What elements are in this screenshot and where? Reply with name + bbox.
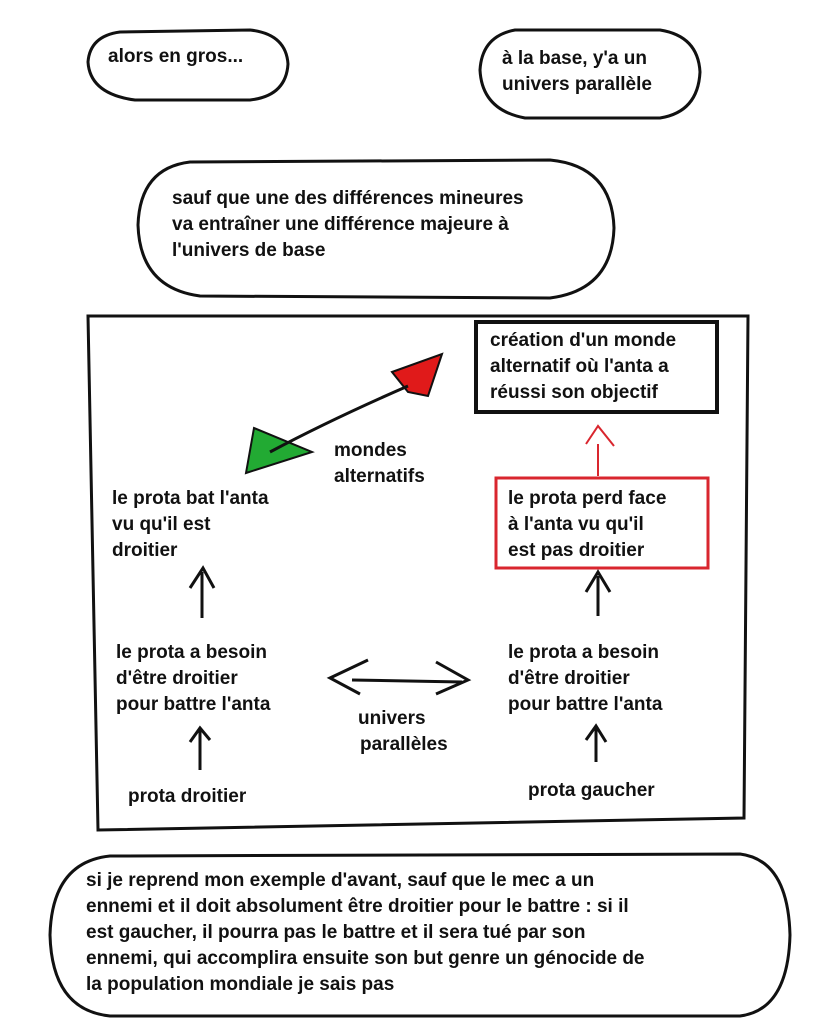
result-box-text bbox=[490, 328, 676, 406]
red-box-text bbox=[508, 486, 666, 564]
arrow-right-upper bbox=[586, 572, 610, 616]
line: alternatif où l'anta a bbox=[490, 356, 669, 377]
line: d'être droitier bbox=[508, 668, 630, 689]
arrow-red-up bbox=[586, 426, 614, 476]
line: ennemi, qui accomplira ensuite son but genre un génocide de bbox=[86, 948, 645, 969]
line: le prota bat l'anta bbox=[112, 488, 269, 509]
line: ennemi et il doit absolument être droitier pour le battre : si il bbox=[86, 896, 629, 917]
line: pour battre l'anta bbox=[116, 694, 271, 715]
line: va entraîner une différence majeure à bbox=[172, 214, 509, 235]
line: d'être droitier bbox=[116, 668, 238, 689]
bubble-middle-text bbox=[172, 186, 524, 264]
line: le prota a besoin bbox=[116, 642, 267, 663]
arrow-left-upper bbox=[190, 568, 214, 618]
alt-worlds-label bbox=[334, 438, 425, 490]
right-middle-text bbox=[508, 640, 662, 718]
left-top-text bbox=[112, 486, 269, 564]
bubble-top-right-text bbox=[502, 46, 652, 98]
line: univers parallèle bbox=[502, 74, 652, 95]
line: création d'un monde bbox=[490, 330, 677, 351]
parallel-label bbox=[358, 706, 448, 758]
line: sauf que une des différences mineures bbox=[172, 188, 524, 209]
line: l'univers de base bbox=[172, 240, 326, 261]
line: si je reprend mon exemple d'avant, sauf que le mec a un bbox=[86, 870, 595, 891]
line: alternatifs bbox=[334, 466, 425, 487]
line: réussi son objectif bbox=[490, 382, 658, 403]
line: la population mondiale je sais pas bbox=[86, 974, 395, 995]
left-middle-text bbox=[116, 640, 270, 718]
bubble-top-left-text: alors en gros... bbox=[108, 46, 244, 67]
arrow-right-lower bbox=[586, 726, 606, 762]
left-bottom-text: prota droitier bbox=[128, 786, 247, 807]
line: est gaucher, il pourra pas le battre et il sera tué par son bbox=[86, 922, 586, 943]
line: pour battre l'anta bbox=[508, 694, 663, 715]
line: parallèles bbox=[360, 734, 448, 755]
parallel-double-arrow bbox=[330, 660, 468, 694]
line: droitier bbox=[112, 540, 178, 561]
right-bottom-text: prota gaucher bbox=[528, 780, 655, 801]
line: univers bbox=[358, 708, 426, 729]
bubble-bottom-text bbox=[86, 868, 645, 998]
line: à la base, y'a un bbox=[502, 48, 647, 69]
line: mondes bbox=[334, 440, 407, 461]
line: le prota a besoin bbox=[508, 642, 659, 663]
line: vu qu'il est bbox=[112, 514, 211, 535]
arrow-left-lower bbox=[190, 728, 210, 770]
line: est pas droitier bbox=[508, 540, 645, 561]
line: le prota perd face bbox=[508, 488, 667, 509]
line: à l'anta vu qu'il bbox=[508, 514, 644, 535]
